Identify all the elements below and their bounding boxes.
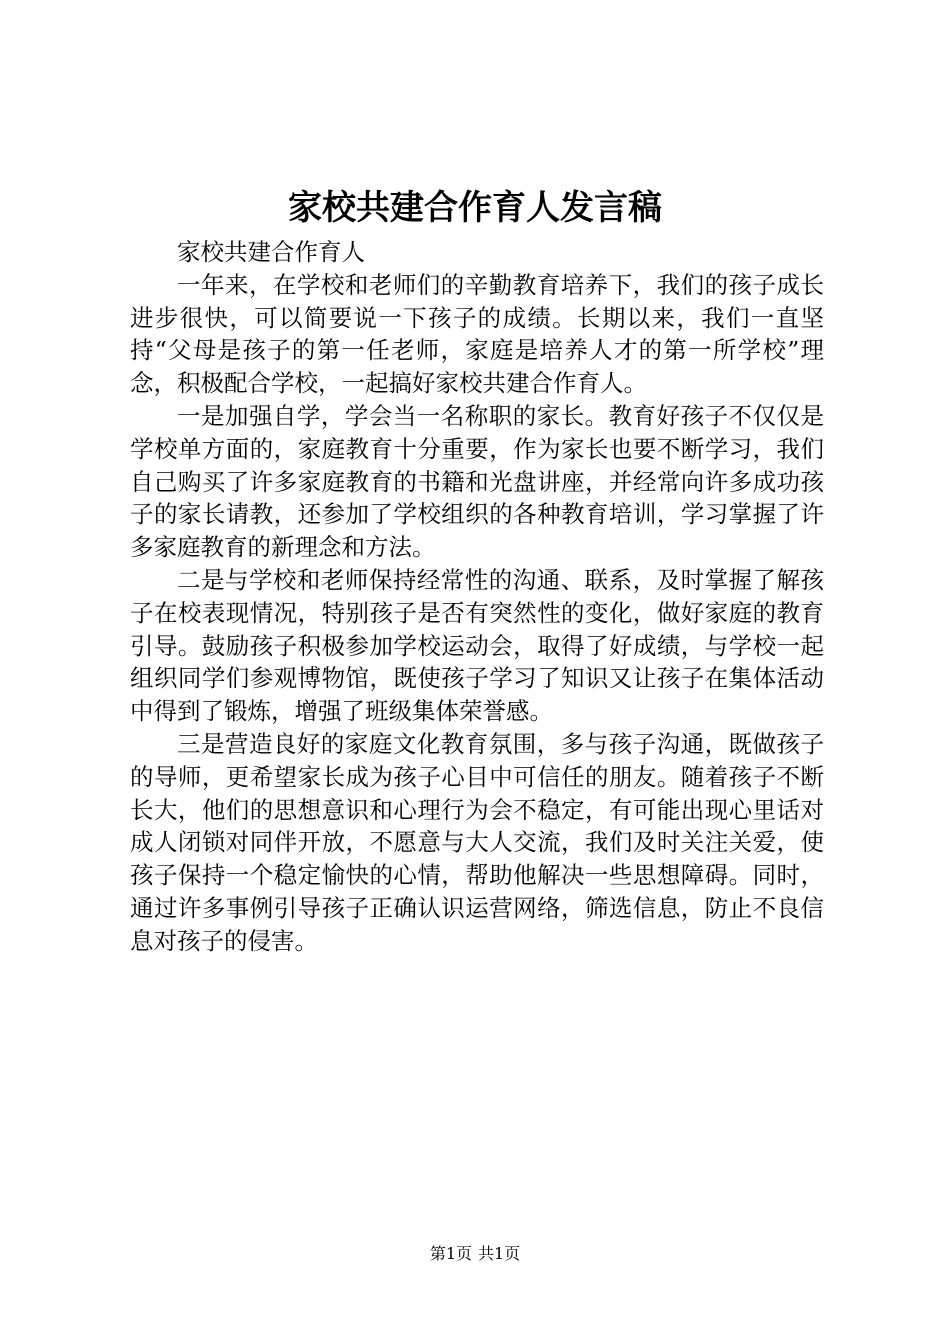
page-number-total: 共1页 [478,1244,521,1263]
document-body [130,236,824,958]
document-title: 家校共建合作育人发言稿 [288,188,662,228]
paragraph-subtitle: 家校共建合作育人 [177,238,365,266]
paragraph-point-three: 三是营造良好的家庭文化教育氛围，多与孩子沟通，既做孩子的导师，更希望家长成为孩子心目中可信任的朋友。随着孩子不断长大，他们的思想意识和心理行为会不稳定，有可能出现心里话对成人闭锁对同伴开放，不愿意与大人交流，我们及时关注关爱，使孩子保持一个稳定愉快的心情，帮助他解决一些思想障碍。同时，通过许多事例引导孩子正确认识运营网络，筛选信息，防止不良信息对孩子的侵害。 [130,729,824,955]
paragraph-intro: 一年来，在学校和老师们的辛勤教育培养下，我们的孩子成长进步很快，可以简要说一下孩子的成绩。长期以来，我们一直坚持“父母是孩子的第一任老师，家庭是培养人才的第一所学校”理念，积极配合学校，一起搞好家校共建合作育人。 [130,270,824,398]
page-footer [0,1244,950,1264]
page-number-current: 第1页 [429,1244,472,1263]
paragraph-point-two: 二是与学校和老师保持经常性的沟通、联系，及时掌握了解孩子在校表现情况，特别孩子是否有突然性的变化，做好家庭的教育引导。鼓励孩子积极参加学校运动会，取得了好成绩，与学校一起组织同学们参观博物馆，既使孩子学习了知识又让孩子在集体活动中得到了锻炼，增强了班级集体荣誉感。 [130,565,824,726]
paragraph-point-one: 一是加强自学，学会当一名称职的家长。教育好孩子不仅仅是学校单方面的，家庭教育十分重要，作为家长也要不断学习，我们自己购买了许多家庭教育的书籍和光盘讲座，并经常向许多成功孩子的家长请教，还参加了学校组织的各种教育培训，学习掌握了许多家庭教育的新理念和方法。 [130,401,824,562]
